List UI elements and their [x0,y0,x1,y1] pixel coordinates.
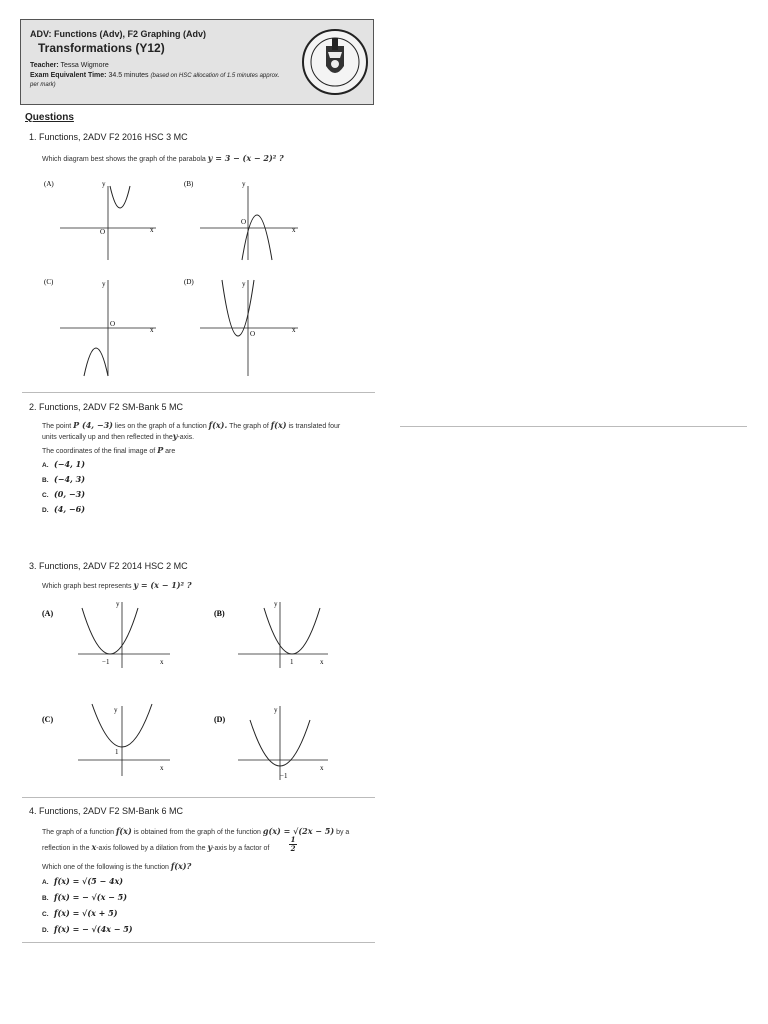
q2-text-6: -axis. [177,434,195,441]
q1-b-curve [242,215,272,260]
course-title: ADV: Functions (Adv), F2 Graphing (Adv) [30,29,206,39]
q2-option-a[interactable] [42,459,85,469]
q2-option-b-letter: B. [42,477,49,484]
q3-b-x: x [320,658,324,666]
q2-option-d[interactable] [42,504,85,514]
q4-text-2: is obtained from the graph of the function [133,829,261,836]
q3-a-curve [82,608,138,654]
q1-title: 1. Functions, 2ADV F2 2016 HSC 3 MC [29,132,188,142]
q1-c-y: y [102,280,106,288]
q2-fx-2: f(x) [270,420,287,430]
divider-right [400,426,747,427]
q4-prompt-line3 [42,861,191,871]
q3-d-x: x [320,764,324,772]
q1-b-x: x [292,226,296,234]
q4-prompt-line1 [42,826,382,836]
q3-prompt [42,580,192,590]
q3-b-tick: 1 [290,658,294,666]
q1-c-curve [84,348,108,376]
q2-option-a-value: (−4, 1) [54,459,85,469]
q2-option-b-value: (−4, 3) [54,474,85,484]
q3-graph-d-label: (D) [214,715,226,724]
q1-a-x: x [150,226,154,234]
time-note-cont: per mark) [30,82,56,88]
q4-prompt-line2 [42,842,269,852]
q4-text-3: by a [336,829,350,836]
q2-text-4: is translated four [288,423,341,430]
q1-graphs [38,172,328,382]
q2-text-1: The point [42,423,72,430]
time-value: 34.5 minutes [108,72,149,79]
q2-text-7: The coordinates of the final image of [42,448,156,455]
q1-a-curve [110,186,130,208]
q1-d-y: y [242,280,246,288]
q2-title: 2. Functions, 2ADV F2 SM-Bank 5 MC [29,402,184,412]
q3-graph-a-label: (A) [42,609,54,618]
q4-title: 4. Functions, 2ADV F2 SM-Bank 6 MC [29,806,184,816]
q1-b-y: y [242,180,246,188]
q4-text-6: -axis by a factor of [212,845,270,852]
q4-option-b-value: f(x) = − √(x − 5) [54,892,127,902]
q2-text-5: units vertically up and then reflected in the [42,434,173,441]
q3-title: 3. Functions, 2ADV F2 2014 HSC 2 MC [29,561,188,571]
q4-option-a-letter: A. [42,879,49,886]
q4-option-c-letter: C. [42,911,49,918]
q3-b-curve [264,608,320,654]
time-label: Exam Equivalent Time: [30,72,107,79]
q3-a-y: y [116,600,120,608]
q2-option-d-value: (4, −6) [54,504,85,514]
q1-c-o: O [110,320,116,328]
q1-formula: y = 3 − (x − 2)² ? [207,153,284,163]
questions-heading: Questions [25,112,74,123]
q1-graph-b-label: (B) [184,180,194,188]
q1-graph-d-label: (D) [184,278,194,286]
q2-option-a-letter: A. [42,462,49,469]
q2-text-3: The graph of [229,423,269,430]
time-note: (based on HSC allocation of 1.5 minutes approx. [150,73,280,79]
q3-d-y: y [274,706,278,714]
q4-option-c-value: f(x) = √(x + 5) [54,908,118,918]
q2-fx-1: f(x). [208,420,228,430]
q3-graphs [38,596,338,788]
q2-prompt-line3 [42,445,175,455]
teacher-line [30,62,109,69]
q3-c-y: y [114,706,118,714]
q2-option-b[interactable] [42,474,85,484]
q2-p-var: P [157,445,164,455]
q1-a-y: y [102,180,106,188]
q3-c-tick: 1 [115,748,119,756]
q2-y-var: y [172,431,178,441]
q2-text-2: lies on the graph of a function [114,423,207,430]
q4-y-var: y [207,842,213,852]
q4-fx-2: f(x)? [170,861,192,871]
q4-gx: g(x) = √(2x − 5) [262,826,335,836]
divider-q1 [22,392,375,393]
q2-option-c-letter: C. [42,492,49,499]
q2-option-d-letter: D. [42,507,49,514]
q3-a-tick: −1 [102,658,110,666]
q1-a-o: O [100,228,106,236]
q4-text-7: Which one of the following is the function [42,864,169,871]
q3-a-x: x [160,658,164,666]
q4-fraction [289,836,297,853]
q4-option-a-value: f(x) = √(5 − 4x) [54,876,124,886]
q4-text-4: reflection in the [42,845,90,852]
q4-option-d-value: f(x) = − √(4x − 5) [54,924,133,934]
q4-fx-1: f(x) [115,826,132,836]
q4-option-c[interactable] [42,908,118,918]
q2-prompt-line2 [42,431,194,441]
q4-option-b[interactable] [42,892,127,902]
q2-option-c-value: (0, −3) [54,489,85,499]
q4-text-1: The graph of a function [42,829,114,836]
q1-prompt-text: Which diagram best shows the graph of the parabola [42,156,206,163]
q3-graph-b-label: (B) [214,609,225,618]
q1-d-o: O [250,330,256,338]
time-line [30,72,280,79]
q4-text-5: -axis followed by a dilation from the [96,845,206,852]
q3-prompt-text: Which graph best represents [42,583,132,590]
q4-option-a[interactable] [42,876,123,886]
q2-option-c[interactable] [42,489,85,499]
q1-graph-c-label: (C) [44,278,54,286]
q3-formula: y = (x − 1)² ? [133,580,192,590]
q1-prompt [42,153,284,163]
divider-q3 [22,797,375,798]
q2-text-8: are [165,448,176,455]
q4-option-d-letter: D. [42,927,49,934]
page-title: Transformations (Y12) [38,41,165,55]
q1-c-x: x [150,326,154,334]
q3-graph-c-label: (C) [42,715,54,724]
q3-c-x: x [160,764,164,772]
q3-d-tick: −1 [280,772,288,780]
teacher-name: Tessa Wigmore [60,62,109,69]
q4-frac-den: 2 [290,844,296,853]
q2-point-p: P (4, −3) [73,420,113,430]
q4-option-d[interactable] [42,924,133,934]
school-crest-logo [300,22,370,102]
q1-graph-a-label: (A) [44,180,54,188]
divider-q4 [22,942,375,943]
q4-x-var: x [91,842,97,852]
q4-frac-num: 1 [290,835,296,844]
q4-option-b-letter: B. [42,895,49,902]
q3-b-y: y [274,600,278,608]
q1-b-o: O [241,218,247,226]
q1-d-x: x [292,326,296,334]
teacher-label: Teacher: [30,62,59,69]
q2-prompt-line1 [42,420,382,430]
